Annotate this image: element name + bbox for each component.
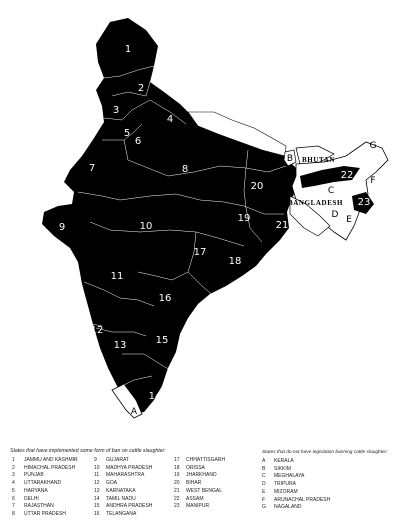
legend-state-name: MIZORAM — [274, 488, 298, 495]
legend-state-name: MADHYA PRADESH — [106, 464, 153, 471]
ban-legend-item-20 — [174, 480, 225, 488]
label-8: 8 — [181, 164, 189, 175]
legend-key: 4 — [12, 480, 15, 487]
nonban-legend-item-e — [262, 489, 330, 497]
label-5: 5 — [123, 128, 131, 139]
nonban-legend-item-d — [262, 481, 330, 489]
legend-key: B — [262, 465, 266, 472]
legend-state-name: JAMMU AND KASHMIR — [24, 457, 78, 463]
legend-state-name: MANIPUR — [186, 503, 210, 510]
legend-key: 7 — [12, 503, 15, 510]
legend-state-name: SIKKIM — [274, 465, 291, 472]
india-ban-mainland — [42, 18, 300, 414]
ban-legend-item-17 — [174, 457, 225, 465]
label-19: 19 — [237, 213, 251, 224]
bhutan-label: BHUTAN — [302, 156, 336, 164]
label-b: B — [286, 154, 294, 164]
legend-state-name: TRIPURA — [274, 481, 296, 488]
label-9: 9 — [58, 222, 66, 233]
legend-key: 13 — [94, 487, 100, 494]
nonban-legend-title: States that do not have legislation banning cattle slaughter: — [262, 450, 388, 455]
legend-key: 10 — [94, 464, 100, 471]
legend-state-name: TELANGANA — [106, 510, 137, 517]
legend-key: 20 — [174, 480, 180, 487]
legend-key: 23 — [174, 503, 180, 510]
legend-state-name: CHHATTISGARH — [186, 457, 226, 463]
legend-key: 1 — [12, 457, 15, 463]
label-e: E — [346, 215, 352, 225]
legend-state-name: ORISSA — [186, 464, 205, 471]
nonban-legend-item-b — [262, 466, 330, 474]
legend-state-name: TAMIL NADU — [106, 495, 136, 502]
label-a: A — [130, 407, 138, 417]
label-23: 23 — [357, 197, 371, 208]
legend-key: 3 — [12, 472, 15, 479]
legend-state-name: PUNJAB — [24, 472, 44, 479]
label-13: 13 — [113, 340, 127, 351]
legend-key: 12 — [94, 480, 100, 487]
legend-key: 2 — [12, 464, 15, 471]
legend-state-name: UTTARAKHAND — [24, 480, 62, 487]
label-3: 3 — [112, 105, 120, 116]
ban-legend-item-19 — [174, 472, 225, 480]
legend-key: 15 — [94, 503, 100, 510]
legend-state-name: GOA — [106, 480, 118, 487]
legend-state-name: HIMACHAL PRADESH — [24, 464, 76, 471]
label-16: 16 — [158, 293, 172, 304]
ban-legend-item-18 — [174, 465, 225, 473]
legend-state-name: MAHARASHTRA — [106, 472, 145, 479]
nonban-legend-item-a — [262, 458, 330, 466]
legend-key: C — [262, 473, 266, 480]
legend-key: 19 — [174, 472, 180, 479]
ban-legend-item-11 — [94, 472, 152, 480]
nonban-legend-item-f — [262, 497, 330, 505]
nonban-legend — [262, 450, 414, 511]
ban-legend-item-12 — [94, 480, 152, 488]
label-2: 2 — [137, 83, 145, 94]
legend-key: 5 — [12, 487, 15, 494]
ban-legend-item-5 — [12, 488, 78, 496]
label-18: 18 — [228, 256, 242, 267]
label-g: G — [369, 141, 377, 151]
ban-legend-item-23 — [174, 503, 225, 511]
legend-state-name: DELHI — [24, 495, 39, 502]
legend-key: G — [262, 504, 266, 511]
legend-key: A — [262, 458, 266, 464]
ban-legend-col-2 — [94, 457, 152, 519]
nonban-legend-item-g — [262, 504, 330, 512]
legend-state-name: UTTAR PRADESH — [24, 510, 66, 517]
legend-key: 17 — [174, 457, 180, 463]
label-22: 22 — [340, 170, 354, 181]
label-4: 4 — [166, 114, 174, 125]
ban-legend-item-21 — [174, 488, 225, 496]
ban-legend-item-16 — [94, 511, 152, 519]
legend-state-name: ASSAM — [186, 495, 204, 502]
nonban-legend-list — [262, 458, 330, 512]
ban-legend-item-2 — [12, 465, 78, 473]
ban-legend — [10, 448, 260, 517]
ban-legend-item-3 — [12, 472, 78, 480]
label-6: 6 — [134, 136, 142, 147]
nonban-legend-item-c — [262, 473, 330, 481]
ban-legend-item-7 — [12, 503, 78, 511]
label-7: 7 — [88, 163, 96, 174]
legend-key: 8 — [12, 510, 15, 517]
ban-legend-item-1 — [12, 457, 78, 465]
ban-legend-item-9 — [94, 457, 152, 465]
legend-state-name: ARUNACHAL PRADESH — [274, 496, 331, 503]
legend-key: D — [262, 481, 266, 488]
legend-state-name: GUJARAT — [106, 457, 129, 463]
label-20: 20 — [250, 181, 264, 192]
ban-legend-item-6 — [12, 496, 78, 504]
ban-legend-col-1 — [12, 457, 78, 519]
label-17: 17 — [193, 247, 207, 258]
legend-state-name: BIHAR — [186, 480, 202, 487]
ban-legend-item-22 — [174, 496, 225, 504]
ban-legend-title: States that have implemented some form of ban on cattle slaughter: — [10, 448, 166, 454]
label-c: C — [327, 186, 335, 196]
label-d: D — [331, 210, 339, 220]
label-12: 12 — [90, 325, 104, 336]
label-11: 11 — [110, 271, 124, 282]
legend-key: F — [262, 496, 266, 503]
label-15: 15 — [155, 335, 169, 346]
ban-legend-item-10 — [94, 465, 152, 473]
legend-key: 18 — [174, 464, 180, 471]
legend-state-name: RAJASTHAN — [24, 503, 54, 510]
legend-key: 21 — [174, 487, 180, 494]
legend-state-name: KARNATAKA — [106, 487, 136, 494]
legend-state-name: NAGALAND — [274, 504, 302, 511]
label-10: 10 — [139, 221, 153, 232]
ban-legend-item-13 — [94, 488, 152, 496]
legend-key: 6 — [12, 495, 15, 502]
label-1: 1 — [124, 44, 132, 55]
legend-state-name: MEGHALAYA — [274, 473, 305, 480]
legend-key: 16 — [94, 510, 100, 517]
ban-legend-item-4 — [12, 480, 78, 488]
label-f: F — [370, 176, 376, 186]
ban-legend-item-8 — [12, 511, 78, 519]
label-21: 21 — [275, 220, 289, 231]
legend-key: 9 — [94, 457, 97, 463]
legend-state-name: JHARKHAND — [186, 472, 217, 479]
legend-key: 14 — [94, 495, 100, 502]
nepal-label: NEPAL — [220, 147, 247, 155]
legend-state-name: KERALA — [274, 458, 294, 464]
legend-key: 11 — [94, 472, 100, 479]
label-14: 14 — [148, 391, 162, 402]
bangladesh-label: BANGLADESH — [288, 199, 344, 207]
legend-state-name: HARYANA — [24, 487, 48, 494]
legend-key: 22 — [174, 495, 180, 502]
ban-legend-item-15 — [94, 503, 152, 511]
legend-state-name: WEST BENGAL — [186, 487, 223, 494]
legend-key: E — [262, 488, 266, 495]
ban-legend-item-14 — [94, 496, 152, 504]
ban-legend-col-3 — [174, 457, 225, 511]
legend-state-name: ANDHRA PRADESH — [106, 503, 153, 510]
